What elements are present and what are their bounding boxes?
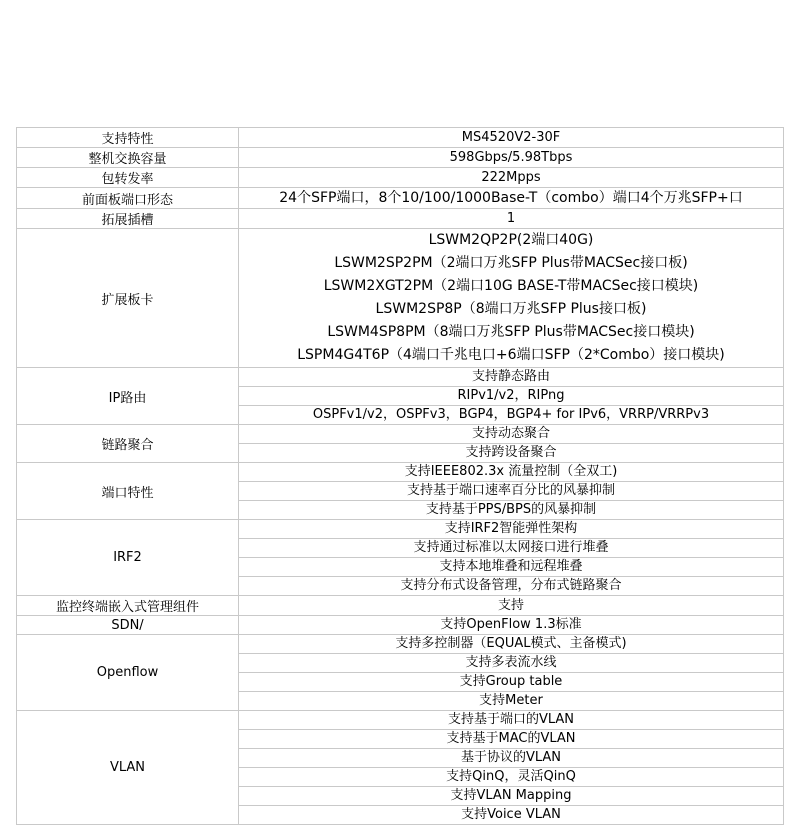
table-row [17, 425, 784, 463]
table-row [17, 209, 784, 229]
row-label: 前面板端口形态 [17, 188, 239, 209]
row-value: 支持 [497, 597, 524, 613]
row-label: 端口特性 [17, 463, 239, 520]
row-values [239, 168, 784, 188]
row-value: 支持静态路由 [471, 369, 550, 384]
row-value: 支持基于端口速率百分比的风暴抑制 [239, 481, 783, 500]
row-value: 支持Meter [239, 691, 783, 710]
row-value: 支持QinQ，灵活QinQ [239, 767, 783, 786]
row-value: 支持Group table [239, 672, 783, 691]
row-value: OSPFv1/v2，OSPFv3，BGP4，BGP4+ for IPv6，VRRP/VRRPv3 [239, 405, 783, 424]
row-label: Openflow [17, 635, 239, 711]
row-value: 支持跨设备聚合 [239, 443, 783, 462]
row-value: 支持Voice VLAN [239, 805, 783, 824]
row-value: RIPv1/v2，RIPng [239, 386, 783, 405]
row-value: 支持通过标准以太网接口进行堆叠 [239, 538, 783, 557]
row-value: MS4520V2-30F [461, 129, 561, 145]
row-value: 支持IRF2智能弹性架构 [444, 521, 578, 536]
row-value: LSPM4G4T6P（4端口千兆电口+6端口SFP（2*Combo）接口模块) [297, 347, 725, 363]
row-label: VLAN [17, 711, 239, 825]
table-row [17, 596, 784, 616]
row-values [239, 635, 784, 711]
row-values [239, 209, 784, 229]
row-values [239, 128, 784, 148]
row-value: 支持多控制器（EQUAL模式、主备模式) [395, 636, 627, 651]
table-row [17, 128, 784, 148]
row-values [239, 711, 784, 825]
row-values [239, 425, 784, 463]
table-row [17, 616, 784, 635]
row-label: 链路聚合 [17, 425, 239, 463]
row-label: 包转发率 [17, 168, 239, 188]
table-row [17, 368, 784, 425]
row-label: 整机交换容量 [17, 148, 239, 168]
table-row [17, 188, 784, 209]
row-value: 支持基于MAC的VLAN [239, 729, 783, 748]
row-values [239, 188, 784, 209]
row-label: 拓展插槽 [17, 209, 239, 229]
row-value: 598Gbps/5.98Tbps [449, 149, 573, 165]
row-value: LSWM2XGT2PM（2端口10G BASE-T带MACSec接口模块) [323, 278, 699, 294]
row-label: 监控终端嵌入式管理组件 [17, 596, 239, 616]
row-values [239, 368, 784, 425]
row-value: 基于协议的VLAN [239, 748, 783, 767]
table-row [17, 711, 784, 825]
row-value: LSWM4SP8PM（8端口万兆SFP Plus带MACSec接口模块) [327, 324, 695, 340]
table-row [17, 148, 784, 168]
row-value: 1 [506, 210, 516, 226]
row-values [239, 463, 784, 520]
table-row [17, 520, 784, 596]
table-row [17, 635, 784, 711]
row-value: 支持多表流水线 [239, 653, 783, 672]
table-row [17, 463, 784, 520]
row-value: LSWM2QP2P(2端口40G) [428, 232, 594, 248]
row-label: 扩展板卡 [17, 229, 239, 368]
row-value: 支持OpenFlow 1.3标准 [440, 617, 582, 632]
row-value: LSWM2SP2PM（2端口万兆SFP Plus带MACSec接口板) [334, 255, 688, 271]
table-row [17, 229, 784, 368]
table-row [17, 168, 784, 188]
row-label: 支持特性 [17, 128, 239, 148]
row-values [239, 616, 784, 635]
row-value: 支持本地堆叠和远程堆叠 [239, 557, 783, 576]
row-values [239, 520, 784, 596]
row-value: 支持分布式设备管理，分布式链路聚合 [239, 576, 783, 595]
row-label: SDN/ [17, 616, 239, 635]
row-values [239, 229, 784, 368]
row-values [239, 148, 784, 168]
row-value: 支持动态聚合 [471, 426, 550, 441]
row-value: LSWM2SP8P（8端口万兆SFP Plus接口板) [375, 301, 647, 317]
row-value: 支持基于端口的VLAN [447, 712, 575, 727]
row-values [239, 596, 784, 616]
row-value: 24个SFP端口，8个10/100/1000Base-T（combo）端口4个万兆SFP+口 [279, 190, 743, 206]
row-value: 支持VLAN Mapping [239, 786, 783, 805]
row-value: 支持IEEE802.3x 流量控制（全双工) [404, 464, 618, 479]
row-value: 222Mpps [481, 169, 541, 185]
row-value: 支持基于PPS/BPS的风暴抑制 [239, 500, 783, 519]
row-label: IRF2 [17, 520, 239, 596]
spec-table [16, 127, 784, 825]
row-label: IP路由 [17, 368, 239, 425]
